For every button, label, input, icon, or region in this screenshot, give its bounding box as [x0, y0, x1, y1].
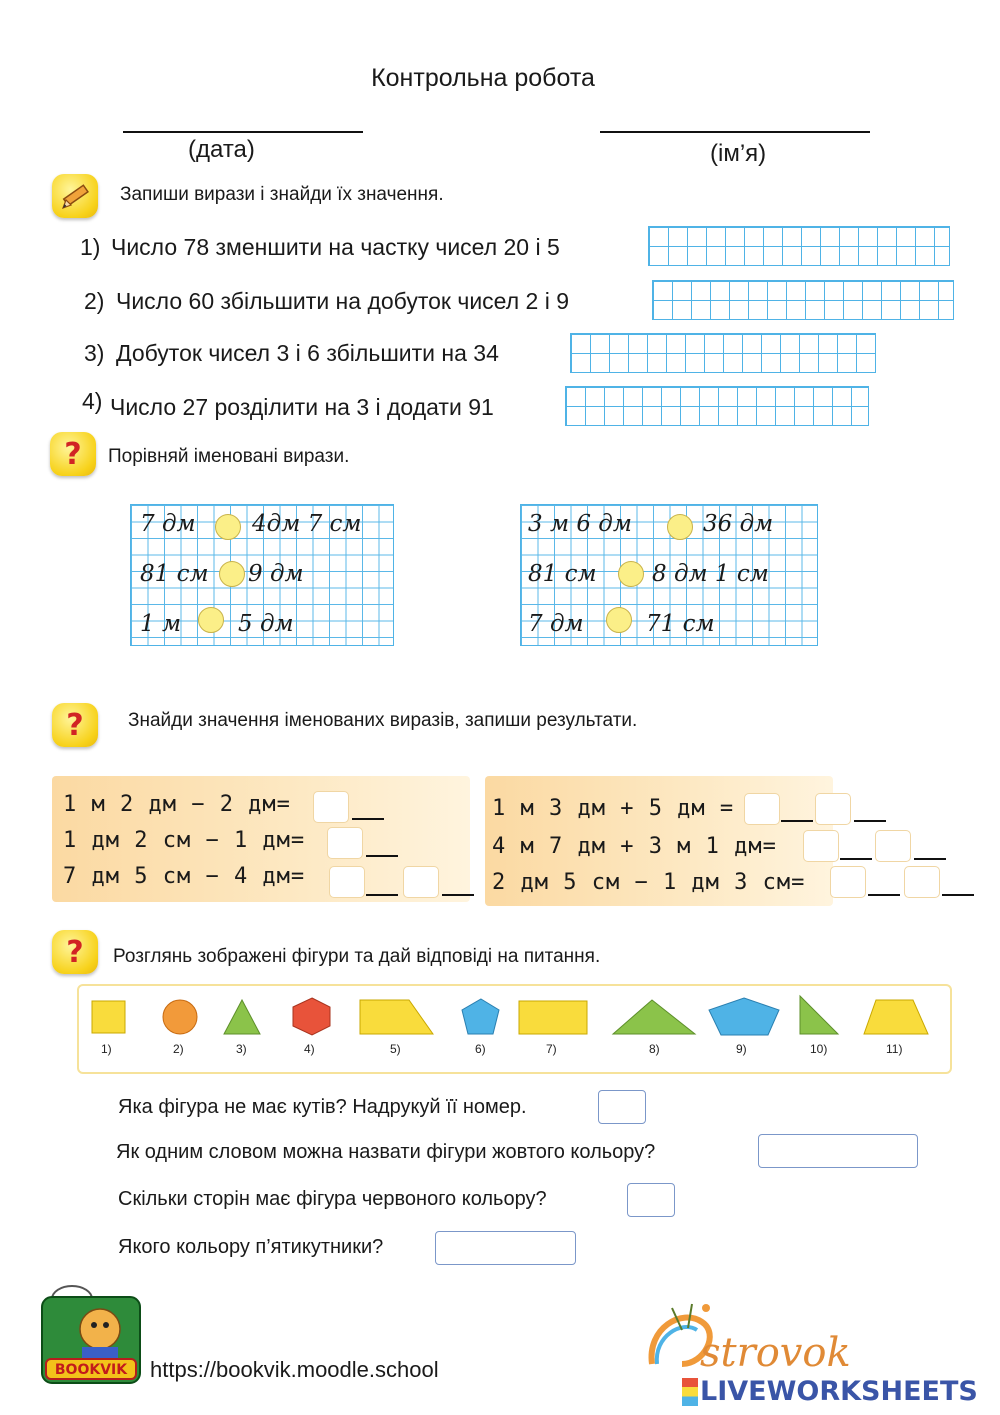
compare-left-1b: 4дм 7 см — [252, 511, 362, 537]
answer-blank[interactable] — [914, 858, 946, 860]
question-2: Як одним словом можна назвати фігури жовтого кольору? — [116, 1141, 656, 1163]
answer-blank[interactable] — [366, 894, 398, 896]
compare-left-2a: 81 см — [140, 561, 209, 587]
figure-trapezoid — [864, 1000, 928, 1034]
compare-circle[interactable] — [618, 561, 644, 587]
live-badge-icon — [682, 1378, 698, 1406]
expr-left-2: 1 дм 2 см − 1 дм= — [63, 828, 306, 853]
compare-left-3a: 1 м — [140, 611, 182, 637]
expr-left-3: 7 дм 5 см − 4 дм= — [63, 864, 306, 889]
figure-number: 3) — [236, 1042, 247, 1056]
compare-circle[interactable] — [606, 607, 632, 633]
date-label: (дата) — [188, 136, 255, 163]
answer-blank[interactable] — [352, 818, 384, 820]
liveworksheets-brand: LIVEWORKSHEETS — [700, 1376, 978, 1407]
task2-number: 2) — [84, 288, 105, 314]
answer-box[interactable] — [313, 791, 349, 823]
answer-blank[interactable] — [840, 858, 872, 860]
figure-number: 6) — [475, 1042, 486, 1056]
compare-circle[interactable] — [215, 514, 241, 540]
answer-blank[interactable] — [868, 894, 900, 896]
answer-input-2[interactable] — [758, 1134, 918, 1168]
question-4: Якого кольору п’ятикутники? — [118, 1236, 384, 1258]
answer-box[interactable] — [830, 866, 866, 898]
answer-box[interactable] — [875, 830, 911, 862]
task3-answer-grid[interactable] — [570, 333, 876, 373]
answer-input-4[interactable] — [435, 1231, 576, 1265]
figure-triangle — [224, 1000, 260, 1034]
question-icon: ? — [50, 432, 96, 476]
question-3: Скільки сторін має фігура червоного кольору? — [118, 1188, 547, 1210]
liveworksheets-logo — [642, 1298, 992, 1410]
task2-text: Число 60 збільшити на добуток чисел 2 і 9 — [116, 288, 569, 314]
expr-right-2: 4 м 7 дм + 3 м 1 дм= — [492, 834, 777, 859]
answer-input-3[interactable] — [627, 1183, 675, 1217]
answer-box[interactable] — [744, 793, 780, 825]
question-1: Яка фігура не має кутів? Надрукуй її номер. — [118, 1096, 527, 1118]
answer-box[interactable] — [803, 830, 839, 862]
footer-url[interactable]: https://bookvik.moodle.school — [150, 1357, 439, 1382]
question-icon: ? — [52, 703, 98, 747]
task2-answer-grid[interactable] — [652, 280, 954, 320]
figure-number: 7) — [546, 1042, 557, 1056]
figure-number: 4) — [304, 1042, 315, 1056]
answer-blank[interactable] — [366, 855, 398, 857]
figure-number: 11) — [886, 1042, 903, 1056]
compare-left-1a: 7 дм — [140, 511, 196, 537]
figure-number: 8) — [649, 1042, 660, 1056]
task3-text: Добуток чисел 3 і 6 збільшити на 34 — [116, 340, 499, 366]
expr-right-3: 2 дм 5 см − 1 дм 3 см= — [492, 870, 806, 895]
compare-circle[interactable] — [219, 561, 245, 587]
bookvik-logo — [34, 1277, 144, 1389]
task1-answer-grid[interactable] — [648, 226, 950, 266]
question-icon: ? — [52, 930, 98, 974]
expr-left-1: 1 м 2 дм − 2 дм= — [63, 792, 291, 817]
figure-square — [92, 1001, 125, 1033]
compare-circle[interactable] — [198, 607, 224, 633]
answer-box[interactable] — [904, 866, 940, 898]
task4-text: Число 27 розділити на 3 і додати 91 — [110, 394, 494, 420]
compare-right-3a: 7 дм — [528, 611, 584, 637]
date-line[interactable] — [123, 131, 363, 133]
answer-box[interactable] — [815, 793, 851, 825]
compare-circle[interactable] — [667, 514, 693, 540]
name-label: (ім’я) — [710, 140, 767, 167]
answer-blank[interactable] — [781, 820, 813, 822]
figure-number: 10) — [810, 1042, 828, 1056]
figure-hexagon — [293, 998, 330, 1035]
compare-left-3b: 5 дм — [238, 611, 294, 637]
answer-input-1[interactable] — [598, 1090, 646, 1124]
page-title: Контрольна робота — [371, 64, 595, 92]
figure-number: 2) — [173, 1042, 184, 1056]
compare-left-2b: 9 дм — [248, 561, 304, 587]
figure-right-triangle — [800, 996, 838, 1034]
section4-instruction: Розглянь зображені фігури та дай відповіді на питання. — [113, 946, 601, 967]
task1-text: Число 78 зменшити на частку чисел 20 і 5 — [111, 234, 560, 260]
figure-trapezoid-right — [360, 1000, 433, 1034]
section2-instruction: Порівняй іменовані вирази. — [108, 446, 350, 467]
bookvik-logo-text: BOOKVIK — [54, 1362, 128, 1378]
figure-circle — [163, 1000, 197, 1034]
answer-blank[interactable] — [942, 894, 974, 896]
figure-number: 1) — [101, 1042, 112, 1056]
compare-right-2b: 8 дм 1 см — [652, 561, 769, 587]
answer-box[interactable] — [327, 827, 363, 859]
figure-number: 5) — [390, 1042, 401, 1056]
task1-number: 1) — [80, 234, 101, 260]
answer-box[interactable] — [329, 866, 365, 898]
task4-number: 4) — [82, 388, 103, 414]
figure-wide-triangle — [613, 1000, 695, 1034]
task4-answer-grid[interactable] — [565, 386, 869, 426]
name-line[interactable] — [600, 131, 870, 133]
expr-right-1: 1 м 3 дм + 5 дм = — [492, 796, 735, 821]
pencil-icon — [52, 174, 98, 218]
answer-blank[interactable] — [854, 820, 886, 822]
compare-right-1a: 3 м 6 дм — [528, 511, 632, 537]
figure-number: 9) — [736, 1042, 747, 1056]
compare-right-3b: 71 см — [646, 611, 715, 637]
section3-instruction: Знайди значення іменованих виразів, запиши результати. — [128, 710, 638, 731]
ostrovok-script: strovok — [700, 1330, 851, 1376]
task3-number: 3) — [84, 340, 105, 366]
figure-pentagon-wide — [709, 998, 779, 1035]
section1-instruction: Запиши вирази і знайди їх значення. — [120, 184, 444, 205]
compare-right-2a: 81 см — [528, 561, 597, 587]
answer-blank[interactable] — [442, 894, 474, 896]
compare-right-1b: 36 дм — [703, 511, 774, 537]
figures-panel — [77, 984, 952, 1074]
figure-rectangle — [519, 1001, 587, 1034]
figure-pentagon — [462, 999, 499, 1034]
answer-box[interactable] — [403, 866, 439, 898]
